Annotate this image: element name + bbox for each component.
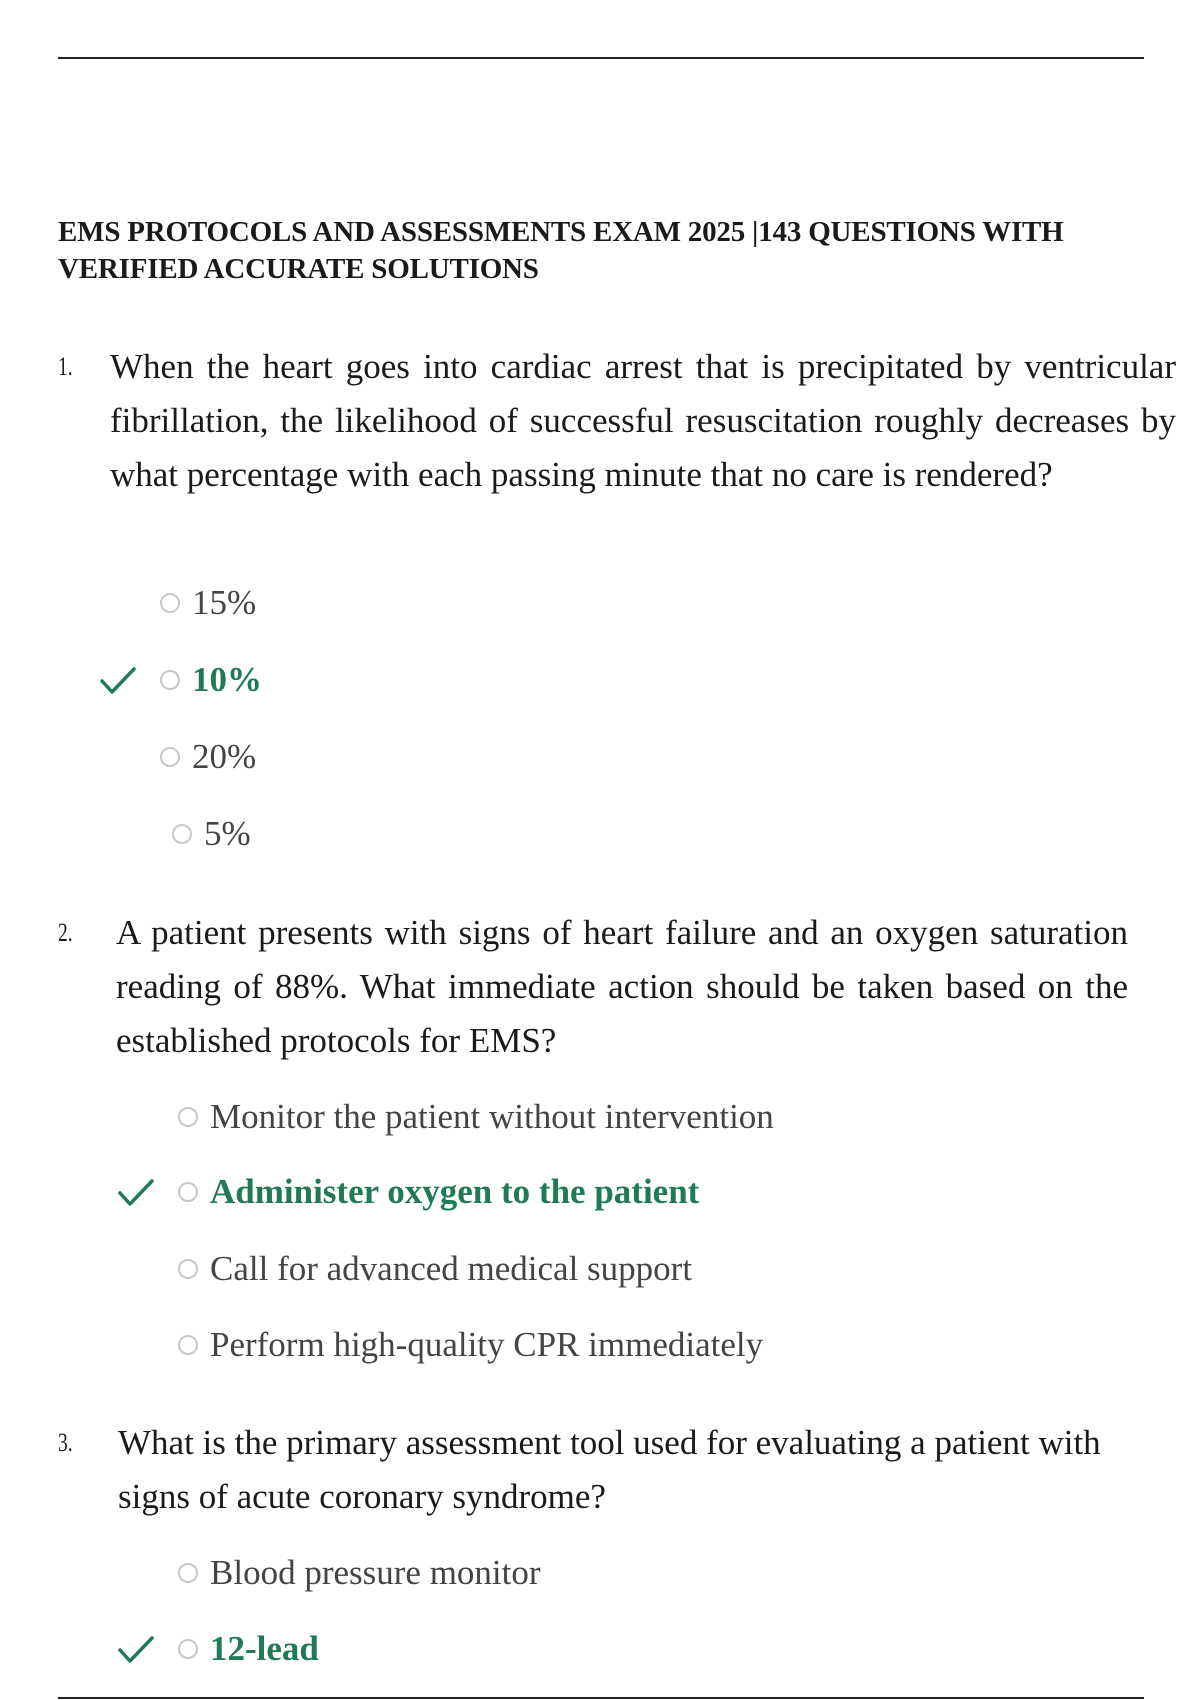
radio-circle-icon[interactable] <box>172 824 192 844</box>
option-label: 10% <box>192 660 262 699</box>
answer-option[interactable] <box>178 1320 763 1370</box>
page-title: EMS PROTOCOLS AND ASSESSMENTS EXAM 2025 |143 QUESTIONS WITH VERIFIED ACCURATE SOLUTIONS <box>58 216 1064 285</box>
top-rule <box>58 57 1144 59</box>
bottom-rule <box>58 1697 1144 1699</box>
radio-circle-icon[interactable] <box>178 1107 198 1127</box>
answer-option[interactable] <box>172 809 251 859</box>
option-label: Perform high-quality CPR immediately <box>210 1325 764 1364</box>
option-label: Monitor the patient without intervention <box>210 1097 774 1136</box>
answer-option[interactable] <box>178 1244 692 1294</box>
radio-circle-icon[interactable] <box>178 1259 198 1279</box>
check-icon <box>98 655 138 705</box>
radio-circle-icon[interactable] <box>160 747 180 767</box>
question-number: 1. <box>58 352 73 381</box>
check-icon <box>116 1624 156 1674</box>
answer-option-correct[interactable] <box>178 1167 699 1217</box>
radio-circle-icon[interactable] <box>160 593 180 613</box>
radio-circle-icon[interactable] <box>178 1639 198 1659</box>
answer-option[interactable] <box>178 1548 541 1598</box>
question-3 <box>58 1416 1128 1526</box>
radio-circle-icon[interactable] <box>178 1335 198 1355</box>
answer-option-correct[interactable] <box>178 1624 319 1674</box>
answer-option[interactable] <box>160 732 256 782</box>
question-number: 3. <box>58 1428 73 1457</box>
radio-circle-icon[interactable] <box>160 670 180 690</box>
answer-option[interactable] <box>160 578 256 628</box>
option-label: Administer oxygen to the patient <box>210 1172 700 1211</box>
option-label: 15% <box>192 583 257 622</box>
radio-circle-icon[interactable] <box>178 1182 198 1202</box>
option-label: 20% <box>192 737 257 776</box>
question-number: 2. <box>58 918 73 947</box>
question-text: What is the primary assessment tool used for evaluating a patient with signs of acute coronary syndrome? <box>118 1423 1101 1516</box>
question-text: When the heart goes into cardiac arrest that is precipitated by ventricular fibrillation, the likelihood of successful resuscitation roughly decreases by what percentage with each passing minute that no care is rendered? <box>110 347 1176 494</box>
option-label: Blood pressure monitor <box>210 1553 541 1592</box>
question-2 <box>58 906 1128 1076</box>
answer-option[interactable] <box>178 1092 774 1142</box>
question-1 <box>58 340 1176 540</box>
option-label: 12-lead <box>210 1629 319 1668</box>
option-label: 5% <box>204 814 251 853</box>
radio-circle-icon[interactable] <box>178 1563 198 1583</box>
answer-option-correct[interactable] <box>160 655 262 705</box>
check-icon <box>116 1167 156 1217</box>
option-label: Call for advanced medical support <box>210 1249 693 1288</box>
question-text: A patient presents with signs of heart failure and an oxygen saturation reading of 88%. What immediate action should be taken based on the established protocols for EMS? <box>116 913 1128 1060</box>
